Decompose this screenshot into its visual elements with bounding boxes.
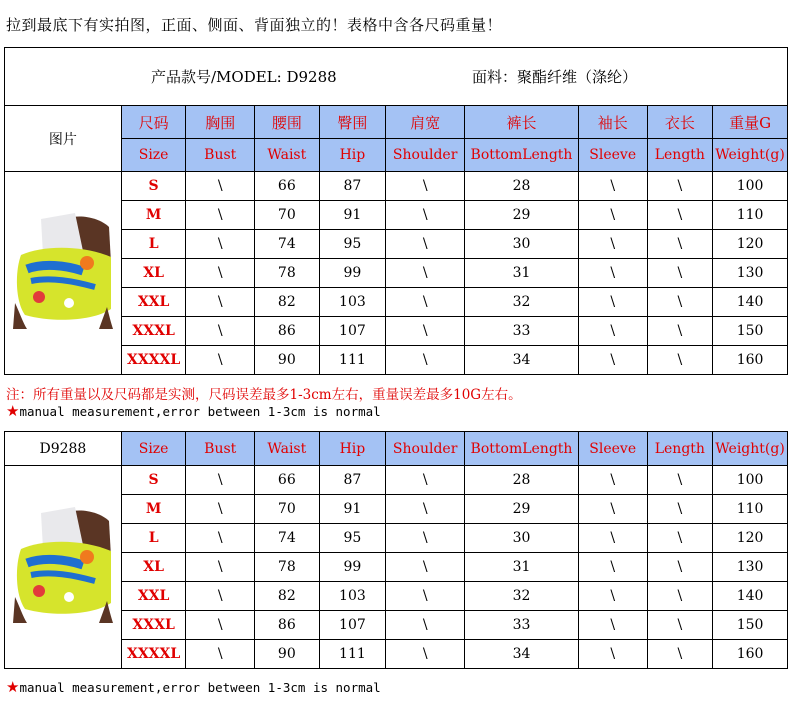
table-cell: 150 [713, 611, 788, 640]
header-cn: 裤长 [465, 106, 579, 139]
product-photo [5, 466, 122, 669]
table-cell: \ [647, 259, 713, 288]
size-cell: XXXXL [121, 346, 186, 375]
header-cn: 肩宽 [386, 106, 465, 139]
table-cell: 95 [319, 230, 386, 259]
table-cell: 29 [465, 495, 579, 524]
measurement-note-en [6, 402, 381, 420]
table-cell: \ [386, 230, 465, 259]
table-cell: 30 [465, 230, 579, 259]
product-photo-icon [13, 505, 113, 625]
table-row [5, 259, 788, 288]
header-cn: 袖长 [578, 106, 647, 139]
table-cell: 33 [465, 317, 579, 346]
table-cell: \ [186, 582, 255, 611]
size-cell: M [121, 495, 186, 524]
table-cell: \ [186, 230, 255, 259]
table-cell: \ [386, 495, 465, 524]
size-cell: S [121, 466, 186, 495]
table-cell: 32 [465, 582, 579, 611]
header-cn: 尺码 [121, 106, 186, 139]
table-cell: 28 [465, 466, 579, 495]
table-row [5, 317, 788, 346]
table-cell: 28 [465, 172, 579, 201]
table-cell: 82 [255, 288, 320, 317]
size-chart-table-2 [4, 431, 788, 669]
model-label: 产品款号/MODEL: D9288 [151, 68, 337, 86]
header-en: Weight(g) [713, 432, 788, 466]
header-en: Hip [319, 432, 386, 466]
table-cell: \ [186, 259, 255, 288]
table-cell: 74 [255, 524, 320, 553]
header-en: Length [647, 432, 713, 466]
table-cell: \ [386, 524, 465, 553]
table-cell: 160 [713, 346, 788, 375]
header-en: Shoulder [386, 432, 465, 466]
header-cn: 胸围 [186, 106, 255, 139]
table-cell: 99 [319, 553, 386, 582]
table-cell: 99 [319, 259, 386, 288]
size-cell: L [121, 230, 186, 259]
size-cell: XL [121, 553, 186, 582]
table-cell: 78 [255, 259, 320, 288]
table-cell: 150 [713, 317, 788, 346]
table-cell: 86 [255, 611, 320, 640]
table-cell: \ [647, 201, 713, 230]
table-cell: \ [647, 524, 713, 553]
table-1-body [5, 172, 788, 375]
table-row [5, 524, 788, 553]
table-row [5, 640, 788, 669]
table-cell: 111 [319, 640, 386, 669]
table-cell: 107 [319, 611, 386, 640]
table-cell: 110 [713, 201, 788, 230]
table-cell: 110 [713, 495, 788, 524]
header-row-en [5, 432, 788, 466]
header-en: Sleeve [578, 139, 647, 172]
table-row [5, 553, 788, 582]
table-cell: 86 [255, 317, 320, 346]
table-cell: \ [578, 524, 647, 553]
table-cell: 103 [319, 582, 386, 611]
table-row [5, 288, 788, 317]
header-cn: 臀围 [319, 106, 386, 139]
table-cell: 31 [465, 553, 579, 582]
header-cn: 腰围 [255, 106, 320, 139]
table-cell: \ [186, 524, 255, 553]
table-cell: 30 [465, 524, 579, 553]
table-cell: \ [386, 640, 465, 669]
table-cell: 160 [713, 640, 788, 669]
table-cell: 120 [713, 524, 788, 553]
table-cell: 140 [713, 582, 788, 611]
table-cell: \ [578, 640, 647, 669]
table-cell: 111 [319, 346, 386, 375]
table-cell: \ [578, 288, 647, 317]
table-cell: 130 [713, 553, 788, 582]
table-cell: \ [386, 172, 465, 201]
size-cell: XXXL [121, 317, 186, 346]
table-cell: \ [186, 288, 255, 317]
table-cell: \ [186, 495, 255, 524]
header-cn: 重量G [713, 106, 788, 139]
table-cell: 66 [255, 172, 320, 201]
table-cell: \ [186, 466, 255, 495]
table-cell: 91 [319, 495, 386, 524]
table-row [5, 346, 788, 375]
table-cell: 66 [255, 466, 320, 495]
table-cell: 70 [255, 495, 320, 524]
measurement-note-en-text: manual measurement,error between 1-3cm is normal [19, 680, 381, 695]
size-cell: XXXL [121, 611, 186, 640]
product-info-row [5, 48, 788, 106]
table-2-body [5, 466, 788, 669]
size-cell: XXL [121, 582, 186, 611]
table-cell: 95 [319, 524, 386, 553]
table-cell: 120 [713, 230, 788, 259]
table-cell: 31 [465, 259, 579, 288]
table-cell: \ [647, 611, 713, 640]
table-cell: 87 [319, 466, 386, 495]
table-cell: \ [386, 201, 465, 230]
header-en: BottomLength [465, 432, 579, 466]
table-cell: 78 [255, 553, 320, 582]
size-cell: L [121, 524, 186, 553]
header-cn: 衣长 [647, 106, 713, 139]
table-cell: 34 [465, 640, 579, 669]
table-cell: \ [186, 317, 255, 346]
product-info-cell [5, 48, 788, 106]
table-cell: \ [578, 495, 647, 524]
table-cell: \ [647, 346, 713, 375]
table-cell: 34 [465, 346, 579, 375]
table-cell: \ [186, 553, 255, 582]
star-icon: ★ [6, 402, 20, 420]
table-cell: 130 [713, 259, 788, 288]
header-en: Bust [186, 139, 255, 172]
header-en: Size [121, 432, 186, 466]
table-row [5, 495, 788, 524]
table-row [5, 230, 788, 259]
table-cell: \ [647, 230, 713, 259]
table-cell: \ [647, 172, 713, 201]
header-en: Bust [186, 432, 255, 466]
header-en: Hip [319, 139, 386, 172]
table-row [5, 172, 788, 201]
table-cell: \ [386, 259, 465, 288]
header-en: Length [647, 139, 713, 172]
header-en: Waist [255, 139, 320, 172]
table-cell: \ [386, 317, 465, 346]
table-cell: \ [578, 582, 647, 611]
product-photo-icon [13, 211, 113, 331]
table-row [5, 582, 788, 611]
measurement-note-cn: 注：所有重量以及尺码都是实测，尺码误差最多1-3cm左右，重量误差最多10G左右。 [6, 387, 522, 403]
table-cell: \ [578, 259, 647, 288]
photo-label: 图片 [5, 106, 122, 172]
table-cell: \ [186, 201, 255, 230]
model-code: D9288 [5, 432, 122, 466]
table-cell: \ [578, 201, 647, 230]
table-cell: \ [386, 288, 465, 317]
header-en: Shoulder [386, 139, 465, 172]
material-label: 面料：聚酯纤维（涤纶） [471, 68, 637, 86]
table-cell: 33 [465, 611, 579, 640]
header-en: Weight(g) [713, 139, 788, 172]
table-cell: 100 [713, 172, 788, 201]
header-en: Sleeve [578, 432, 647, 466]
header-note: 拉到最底下有实拍图，正面、侧面、背面独立的！表格中含各尺码重量！ [6, 16, 503, 34]
table-row [5, 466, 788, 495]
table-cell: 87 [319, 172, 386, 201]
table-cell: \ [186, 611, 255, 640]
table-cell: 29 [465, 201, 579, 230]
table-cell: \ [386, 466, 465, 495]
table-cell: 90 [255, 640, 320, 669]
table-cell: 32 [465, 288, 579, 317]
table-row [5, 611, 788, 640]
table-cell: \ [578, 553, 647, 582]
table-cell: \ [647, 317, 713, 346]
table-cell: 140 [713, 288, 788, 317]
measurement-note-en-2 [6, 678, 381, 696]
table-cell: \ [647, 288, 713, 317]
table-cell: \ [578, 230, 647, 259]
table-cell: \ [186, 172, 255, 201]
table-cell: \ [386, 582, 465, 611]
table-cell: 91 [319, 201, 386, 230]
size-cell: XL [121, 259, 186, 288]
table-cell: 90 [255, 346, 320, 375]
table-cell: \ [186, 640, 255, 669]
table-cell: 74 [255, 230, 320, 259]
table-cell: \ [186, 346, 255, 375]
header-row-en [5, 139, 788, 172]
star-icon: ★ [6, 678, 20, 696]
size-cell: S [121, 172, 186, 201]
measurement-note-en-text: manual measurement,error between 1-3cm is normal [19, 404, 381, 419]
header-row-cn [5, 106, 788, 139]
table-cell: \ [578, 611, 647, 640]
table-cell: \ [647, 466, 713, 495]
table-cell: \ [386, 553, 465, 582]
product-photo [5, 172, 122, 375]
table-cell: \ [386, 346, 465, 375]
size-chart-table-1 [4, 47, 788, 375]
size-cell: M [121, 201, 186, 230]
table-cell: \ [647, 582, 713, 611]
header-en: Size [121, 139, 186, 172]
table-cell: \ [578, 466, 647, 495]
table-cell: 100 [713, 466, 788, 495]
table-cell: 103 [319, 288, 386, 317]
table-cell: \ [647, 640, 713, 669]
table-cell: 82 [255, 582, 320, 611]
header-en: Waist [255, 432, 320, 466]
table-cell: \ [386, 611, 465, 640]
table-cell: 70 [255, 201, 320, 230]
size-cell: XXXXL [121, 640, 186, 669]
table-cell: \ [578, 317, 647, 346]
table-cell: \ [647, 553, 713, 582]
table-cell: 107 [319, 317, 386, 346]
table-cell: \ [647, 495, 713, 524]
size-cell: XXL [121, 288, 186, 317]
table-cell: \ [578, 172, 647, 201]
table-row [5, 201, 788, 230]
header-en: BottomLength [465, 139, 579, 172]
table-cell: \ [578, 346, 647, 375]
